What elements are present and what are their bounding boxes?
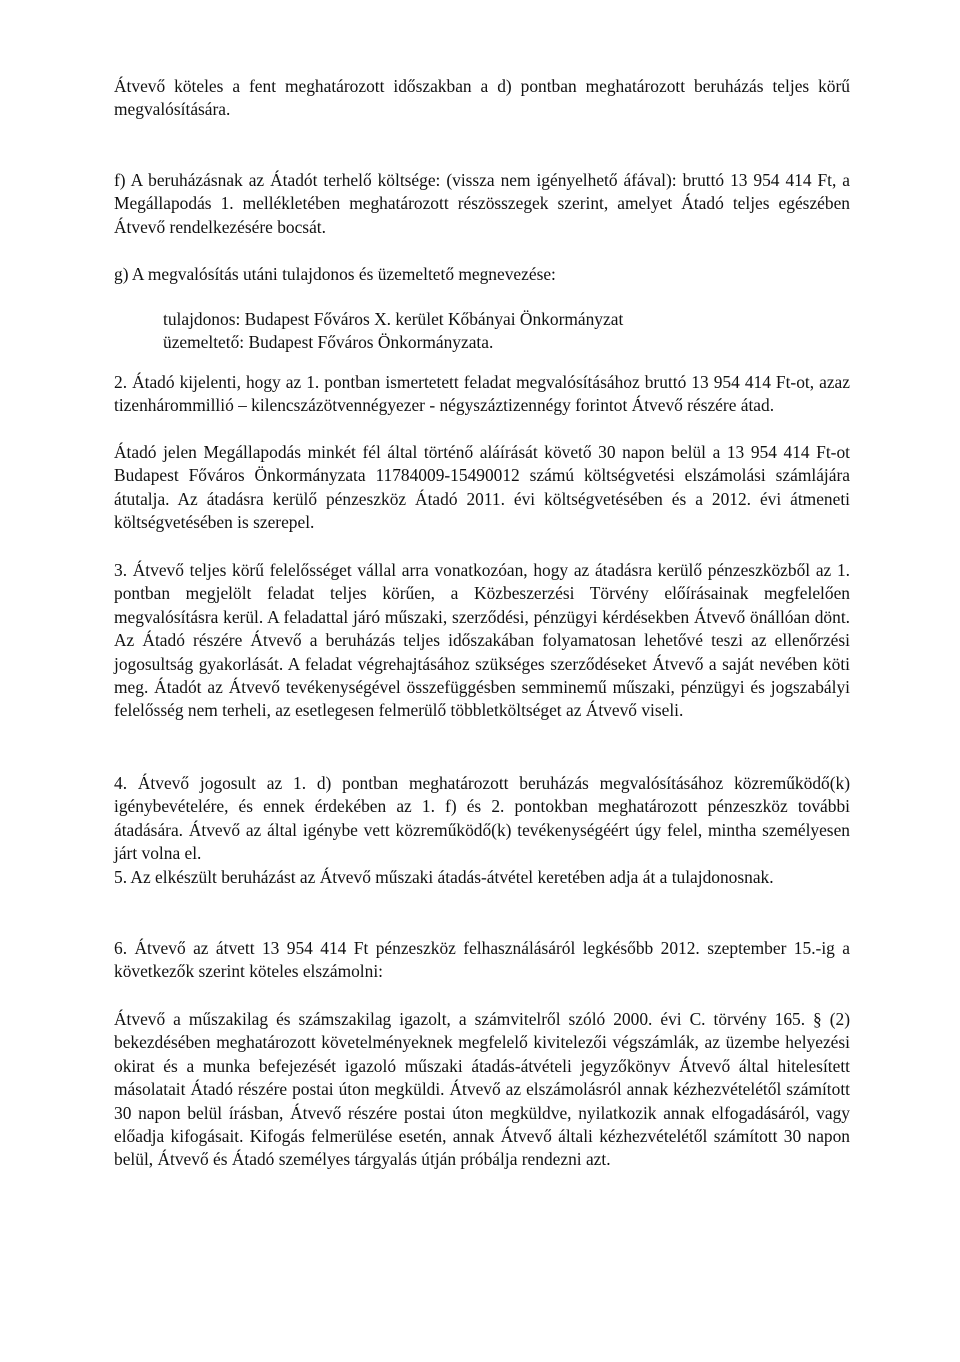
owner-line: tulajdonos: Budapest Főváros X. kerület Kőbányai Önkormányzat [163,309,624,329]
section-6-settlement-procedure: Átvevő a műszakilag és számszakilag igazolt, a számvitelről szóló 2000. évi C. törvény 165. § (2) bekezdésében meghatározott követelményeknek megfelelő kivitelezői végszámlák, az üzembe helyezési okirat és a munka befejezését igazoló műszaki átadás-átvételi jegyzőkönyv Átvevő által hitelesített másolatait Átadó részére postai úton megküldi. Átvevő az elszámolásról annak kézhezvételétől számított 30 napon belül írásban, Átvevő részére postai úton megküldve, nyilatkozik annak elfogadásáról, vagy előadja kifogásait. Kifogás felmerülése esetén, annak Átvevő általi kézhezvételétől számított 30 napon belül, Átvevő és Átadó személyes tárgyalás útján próbálja rendezni azt. [114,1009,850,1170]
section-4-contributors: 4. Átvevő jogosult az 1. d) pontban meghatározott beruházás megvalósításához közreműködő(k) igénybevételére, és ennek érdekében az 1. f) és 2. pontokban meghatározott pénzeszköz további átadására. Átvevő az által igénybe vett közreműködő(k) tevékenységéért úgy felel, mintha személyesen járt volna el. [114,773,850,864]
paragraph-e-continuation: Átvevő köteles a fent meghatározott időszakban a d) pontban meghatározott beruházás teljes körű megvalósítására. [114,76,850,120]
section-2-declaration: 2. Átadó kijelenti, hogy az 1. pontban ismertetett feladat megvalósításához bruttó 13 954 414 Ft-ot, azaz tizenhárommillió – kilencszázötvennégyezer - négyszáztizennégy forintot Átvevő részére átad. [114,372,850,416]
owner-operator-list [163,308,823,355]
operator-line: üzemeltető: Budapest Főváros Önkormányzata. [163,332,494,353]
section-3-responsibility: 3. Átvevő teljes körű felelősséget vállal arra vonatkozóan, hogy az átadásra kerülő pénzeszközből az 1. pontban megjelölt feladat teljes körűen, a Közbeszerzési Törvény előírásainak megfelelően megvalósításra kerül. A feladattal járó műszaki, szerződési, pénzügyi kérdésekben Átvevő önállóan dönt. Az Átadó részére Átvevő a beruházás teljes időszakában folyamatosan lehetővé teszi az ellenőrzési jogosultság gyakorlását. A feladat végrehajtásához szükséges szerződéseket Átvevő a saját nevében köti meg. Átadót az Átvevő tevékenységével összefüggésben semminemű műszaki, pénzügyi és jogszabályi felelősség nem terheli, az esetlegesen felmerülő többletköltséget az Átvevő viseli. [114,560,850,721]
paragraph-g-owner-operator-heading: g) A megvalósítás utáni tulajdonos és üzemeltető megnevezése: [114,264,556,284]
section-2-transfer: Átadó jelen Megállapodás minkét fél által történő aláírását követő 30 napon belül a 13 954 414 Ft-ot Budapest Főváros Önkormányzata 11784009-15490012 számú költségvetési elszámolási számlájára átutalja. Az átadásra kerülő pénzeszköz Átadó 2011. évi költségvetésében és a 2012. évi átmeneti költségvetésében is szerepel. [114,442,850,533]
section-5-handover: 5. Az elkészült beruházást az Átvevő műszaki átadás-átvétel keretében adja át a tulajdonosnak. [114,867,774,887]
section-6-settlement-deadline: 6. Átvevő az átvett 13 954 414 Ft pénzeszköz felhasználásáról legkésőbb 2012. szeptember 15.-ig a következők szerint köteles elszámolni: [114,938,850,982]
paragraph-f-investment-cost: f) A beruházásnak az Átadót terhelő költsége: (vissza nem igényelhető áfával): bruttó 13 954 414 Ft, a Megállapodás 1. mellékletében meghatározott részösszegek szerint, amelyet Átadó teljes egészében Átvevő rendelkezésére bocsát. [114,170,850,237]
